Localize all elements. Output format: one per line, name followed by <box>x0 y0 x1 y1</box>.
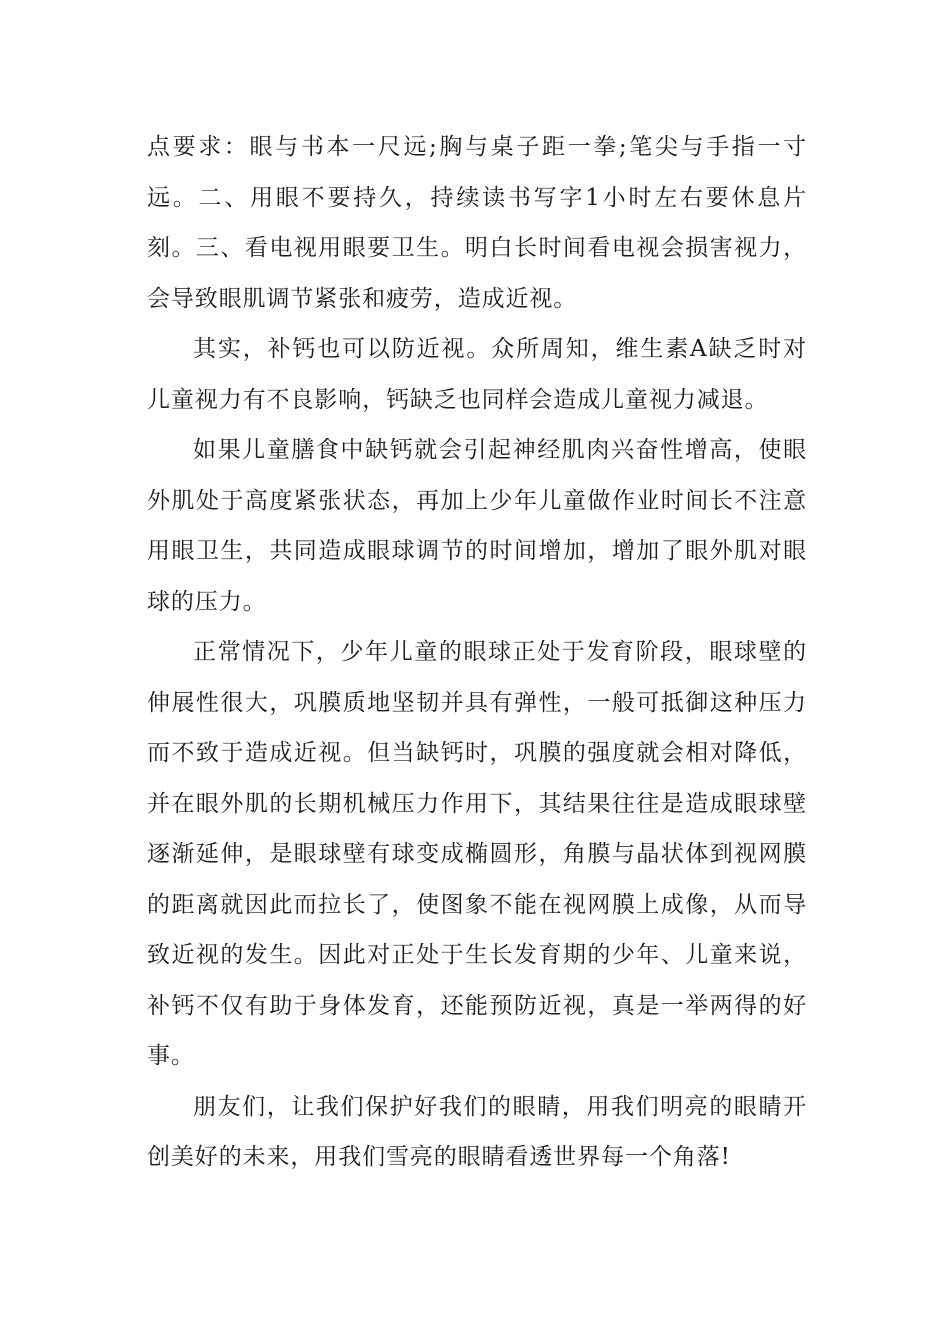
paragraph-2: 其实，补钙也可以防近视。众所周知，维生素A缺乏时对儿童视力有不良影响，钙缺乏也同样会造成儿童视力减退。 <box>147 336 807 413</box>
paragraph-1: 点要求：眼与书本一尺远;胸与桌子距一拳;笔尖与手指一寸远。二、用眼不要持久，持续读书写字1小时左右要休息片刻。三、看电视用眼要卫生。明白长时间看电视会损害视力，会导致眼肌调节紧张和疲劳，造成近视。 <box>147 134 807 312</box>
paragraph-4: 正常情况下，少年儿童的眼球正处于发育阶段，眼球壁的伸展性很大，巩膜质地坚韧并具有弹性，一般可抵御这种压力而不致于造成近视。但当缺钙时，巩膜的强度就会相对降低，并在眼外肌的长期机械压力作用下，其结果往往是造成眼球壁逐渐延伸，是眼球壁有球变成椭圆形，角膜与晶状体到视网膜的距离就因此而拉长了，使图象不能在视网膜上成像，从而导致近视的发生。因此对正处于生长发育期的少年、儿童来说，补钙不仅有助于身体发育，还能预防近视，真是一举两得的好事。 <box>147 639 807 1069</box>
document-body <box>147 122 807 1183</box>
paragraph-3: 如果儿童膳食中缺钙就会引起神经肌肉兴奋性增高，使眼外肌处于高度紧张状态，再加上少年儿童做作业时间长不注意用眼卫生，共同造成眼球调节的时间增加，增加了眼外肌对眼球的压力。 <box>147 437 807 615</box>
paragraph-5: 朋友们，让我们保护好我们的眼睛，用我们明亮的眼睛开创美好的未来，用我们雪亮的眼睛看透世界每一个角落! <box>147 1093 807 1170</box>
